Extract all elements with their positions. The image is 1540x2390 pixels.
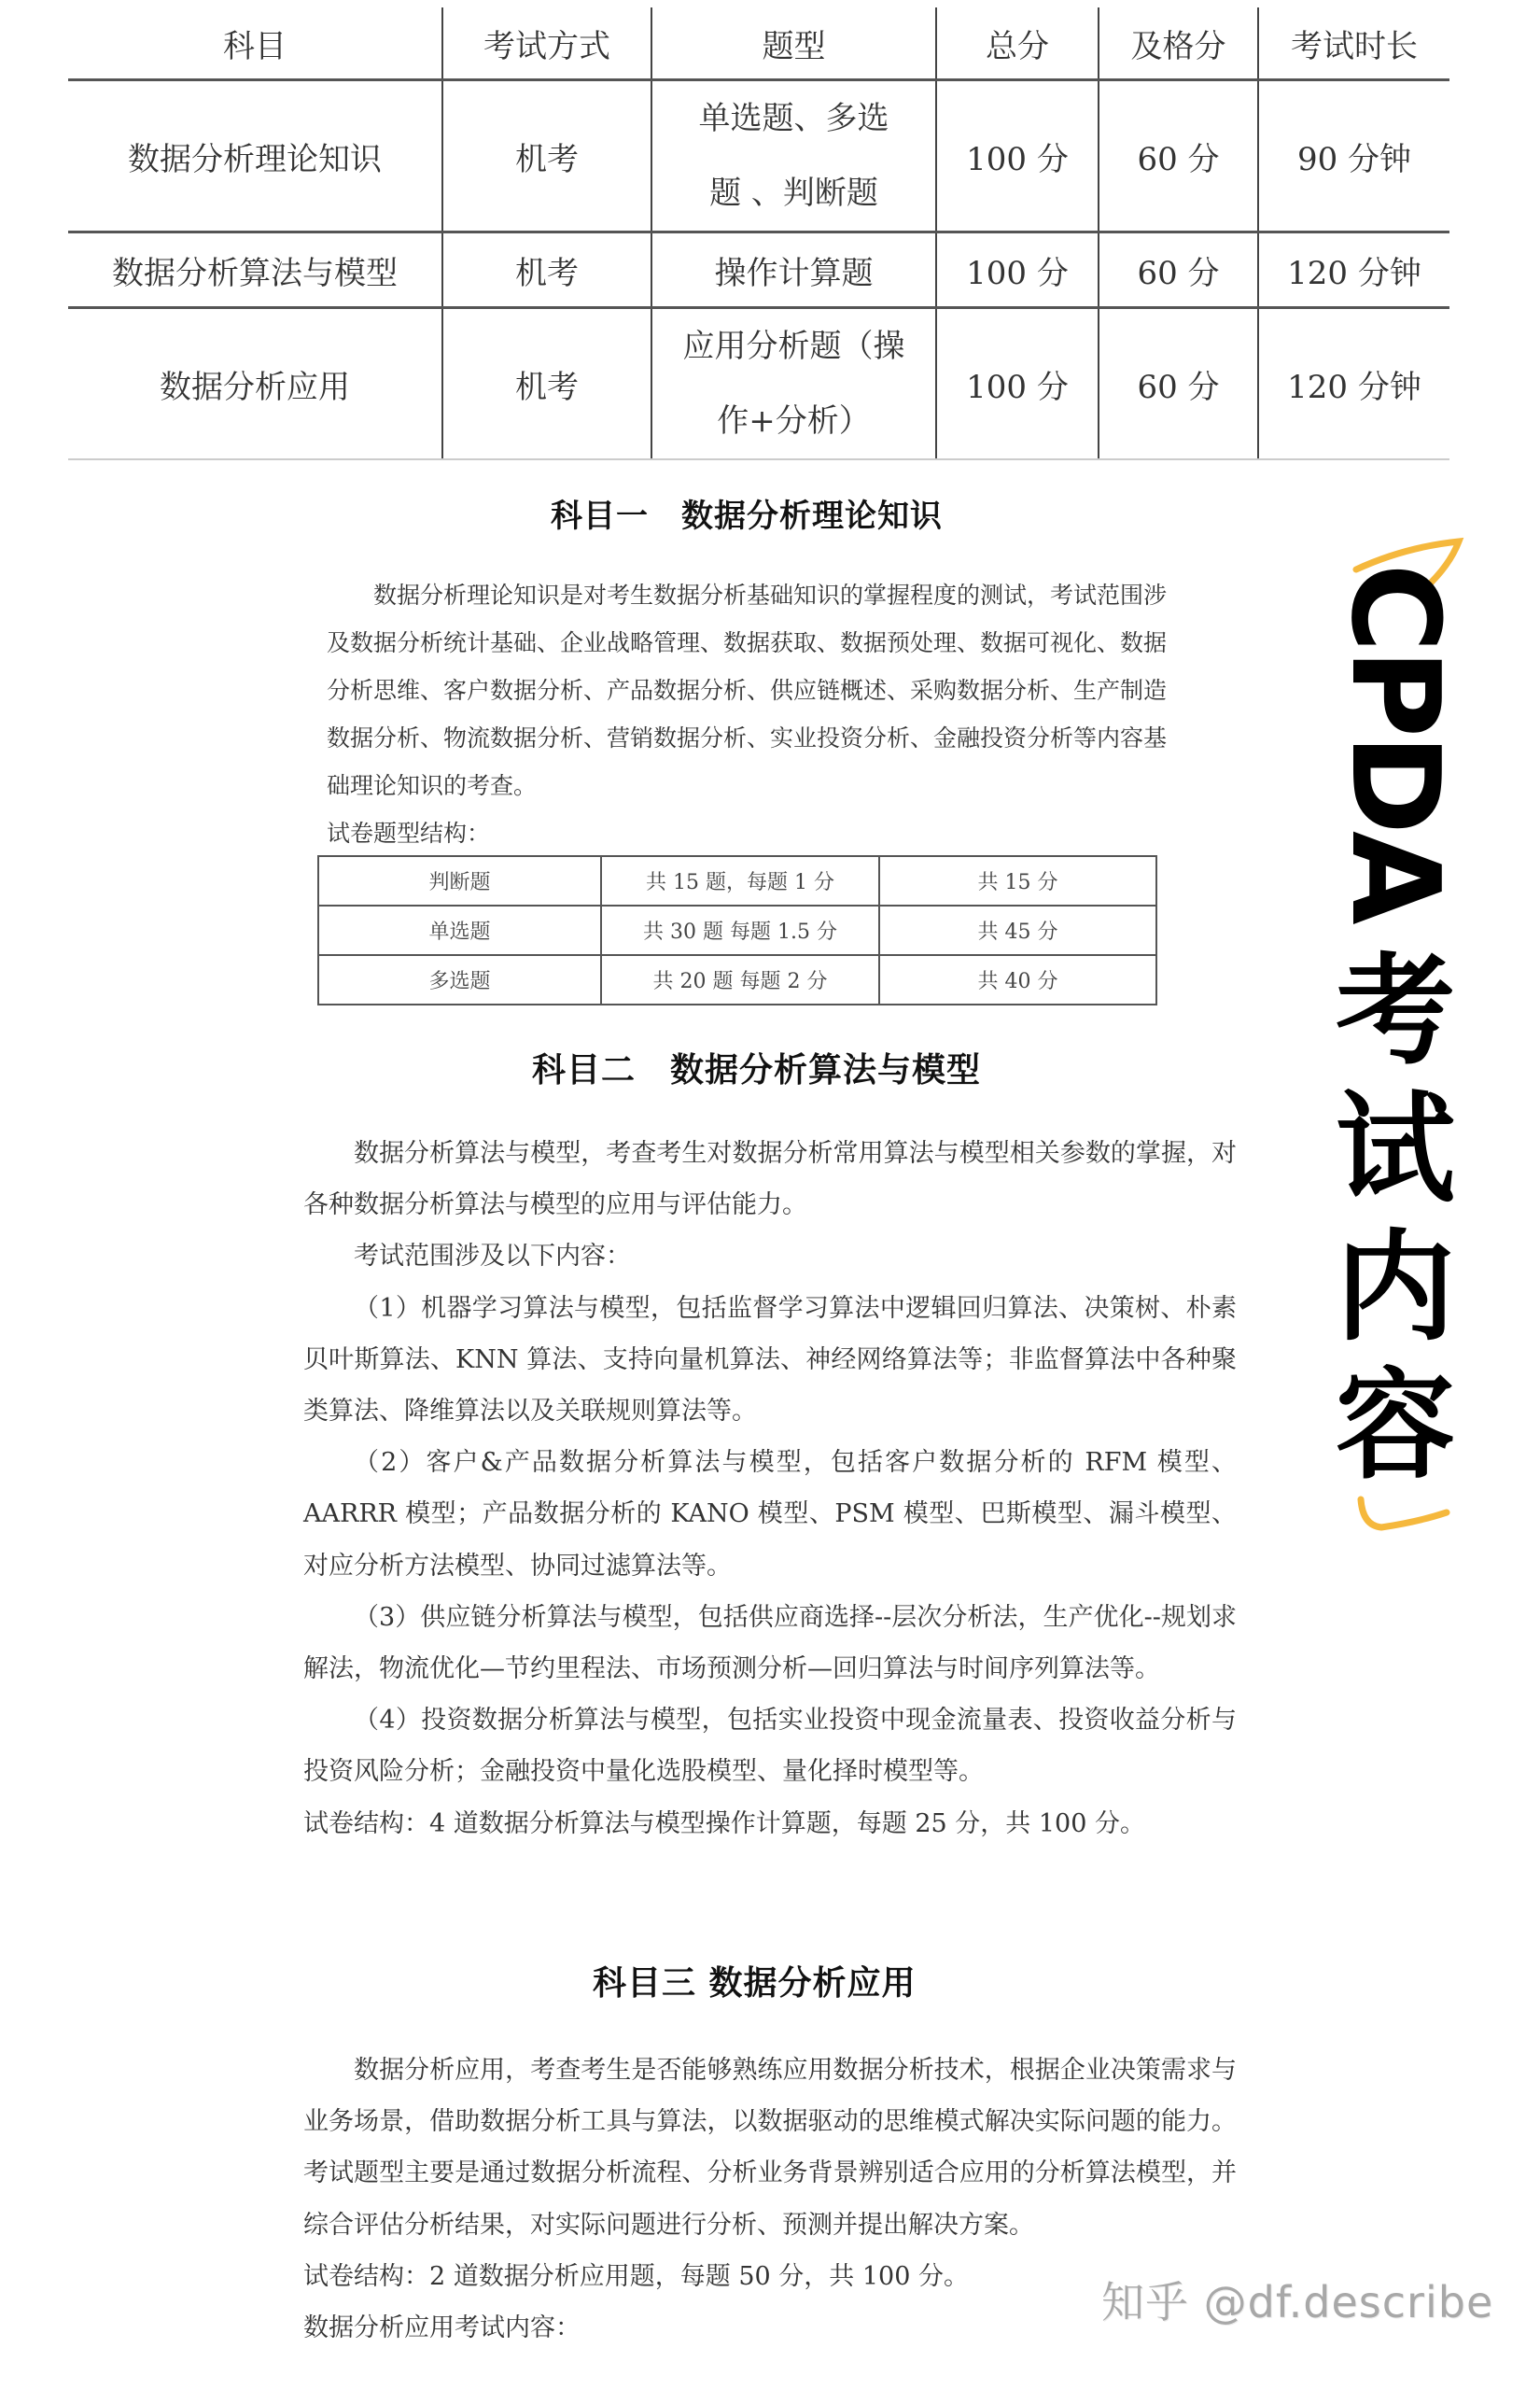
mode-cell: 机考 <box>442 308 651 460</box>
section1-body <box>327 571 1167 857</box>
question-type-line: 作+分析） <box>717 402 871 440</box>
total-cell: 100 分 <box>936 308 1099 460</box>
vertical-title <box>1325 532 1465 1540</box>
score-count: 共 20 题 每题 2 分 <box>601 955 879 1005</box>
exam-summary-table <box>68 7 1449 460</box>
vertical-title-char: 考 <box>1335 942 1455 1081</box>
section1-heading: 科目一 数据分析理论知识 <box>551 498 943 535</box>
duration-cell: 120 分钟 <box>1258 308 1449 460</box>
total-cell: 100 分 <box>936 232 1099 308</box>
section2-item: （3）供应链分析算法与模型，包括供应商选择--层次分析法，生产优化--规划求解法，物流优化—节约里程法、市场预测分析—回归算法与时间序列算法等。 <box>303 1602 1237 1684</box>
section2-structure: 试卷结构：4 道数据分析算法与模型操作计算题，每题 25 分，共 100 分。 <box>303 1808 1145 1838</box>
header-question-type: 题型 <box>651 7 936 80</box>
question-type-line: 单选题、多选 <box>698 100 889 137</box>
section3-body <box>303 2045 1237 2354</box>
score-row <box>318 906 1156 955</box>
header-subject: 科目 <box>68 7 442 80</box>
duration-cell: 90 分钟 <box>1258 80 1449 232</box>
header-pass: 及格分 <box>1099 7 1258 80</box>
section1-structure-label: 试卷题型结构： <box>327 820 491 847</box>
summary-header-row <box>68 7 1449 80</box>
section3-paragraph: 数据分析应用，考查考生是否能够熟练应用数据分析技术，根据企业决策需求与业务场景，借助数据分析工具与算法，以数据驱动的思维模式解决实际问题的能力。考试题型主要是通过数据分析流程、分析业务背景辨别适合应用的分析算法模型，并综合评估分析结果，对实际问题进行分析、预测并提出解决方案。 <box>303 2056 1237 2240</box>
vertical-title-cjk <box>1325 943 1465 1496</box>
section2-item: （1）机器学习算法与模型，包括监督学习算法中逻辑回归算法、决策树、朴素贝叶斯算法、KNN 算法、支持向量机算法、神经网络算法等；非监督算法中各种聚类算法、降维算法以及关联规则算法等。 <box>303 1293 1237 1427</box>
mode-cell: 机考 <box>442 80 651 232</box>
score-total: 共 15 分 <box>879 856 1156 906</box>
section2-heading: 科目二 数据分析算法与模型 <box>532 1051 982 1090</box>
header-duration: 考试时长 <box>1258 7 1449 80</box>
question-type-line: 应用分析题（操 <box>682 328 905 365</box>
section2-item: （4）投资数据分析算法与模型，包括实业投资中现金流量表、投资收益分析与投资风险分析；金融投资中量化选股模型、量化择时模型等。 <box>303 1706 1237 1787</box>
vertical-title-latin: CPDA <box>1324 563 1466 921</box>
score-type: 单选题 <box>318 906 601 955</box>
score-structure-table <box>317 855 1157 1005</box>
subject-cell: 数据分析算法与模型 <box>68 232 442 308</box>
score-count: 共 15 题，每题 1 分 <box>601 856 879 906</box>
mode-cell: 机考 <box>442 232 651 308</box>
score-type: 判断题 <box>318 856 601 906</box>
section1-paragraph: 数据分析理论知识是对考生数据分析基础知识的掌握程度的测试，考试范围涉及数据分析统计基础、企业战略管理、数据获取、数据预处理、数据可视化、数据分析思维、客户数据分析、产品数据分析、供应链概述、采购数据分析、生产制造数据分析、物流数据分析、营销数据分析、实业投资分析、金融投资分析等内容基础理论知识的考查。 <box>327 582 1168 799</box>
question-type-cell: 操作计算题 <box>651 232 936 308</box>
question-type-line: 题 、判断题 <box>709 175 878 212</box>
subject-cell: 数据分析应用 <box>68 308 442 460</box>
section3-heading: 科目三 数据分析应用 <box>593 1964 917 2003</box>
summary-row <box>68 308 1449 460</box>
bottom-bracket-icon <box>1353 1494 1465 1540</box>
score-count: 共 30 题 每题 1.5 分 <box>601 906 879 955</box>
subject-cell: 数据分析理论知识 <box>68 80 442 232</box>
section3-content-label: 数据分析应用考试内容： <box>303 2313 581 2343</box>
total-cell: 100 分 <box>936 80 1099 232</box>
score-row <box>318 856 1156 906</box>
score-total: 共 45 分 <box>879 906 1156 955</box>
section2-intro: 数据分析算法与模型，考查考生对数据分析常用算法与模型相关参数的掌握，对各种数据分析算法与模型的应用与评估能力。 <box>303 1139 1237 1220</box>
zhihu-watermark: 知乎 @df.describe <box>1101 2277 1494 2327</box>
score-type: 多选题 <box>318 955 601 1005</box>
header-total: 总分 <box>936 7 1099 80</box>
vertical-title-char: 内 <box>1335 1218 1455 1357</box>
section2-scope-label: 考试范围涉及以下内容： <box>354 1242 631 1272</box>
section2-body <box>303 1128 1237 1849</box>
header-mode: 考试方式 <box>442 7 651 80</box>
vertical-title-char: 试 <box>1335 1080 1455 1219</box>
duration-cell: 120 分钟 <box>1258 232 1449 308</box>
section2-item: （2）客户&产品数据分析算法与模型，包括客户数据分析的 RFM 模型、AARRR 模型；产品数据分析的 KANO 模型、PSM 模型、巴斯模型、漏斗模型、对应分析方法模型、协同过滤算法等。 <box>303 1448 1237 1581</box>
pass-cell: 60 分 <box>1099 308 1258 460</box>
vertical-title-char: 容 <box>1335 1357 1455 1496</box>
question-type-cell <box>651 80 936 232</box>
summary-row <box>68 80 1449 232</box>
summary-row <box>68 232 1449 308</box>
score-total: 共 40 分 <box>879 955 1156 1005</box>
pass-cell: 60 分 <box>1099 232 1258 308</box>
section3-structure: 试卷结构：2 道数据分析应用题，每题 50 分，共 100 分。 <box>303 2261 969 2291</box>
pass-cell: 60 分 <box>1099 80 1258 232</box>
question-type-cell <box>651 308 936 460</box>
score-row <box>318 955 1156 1005</box>
